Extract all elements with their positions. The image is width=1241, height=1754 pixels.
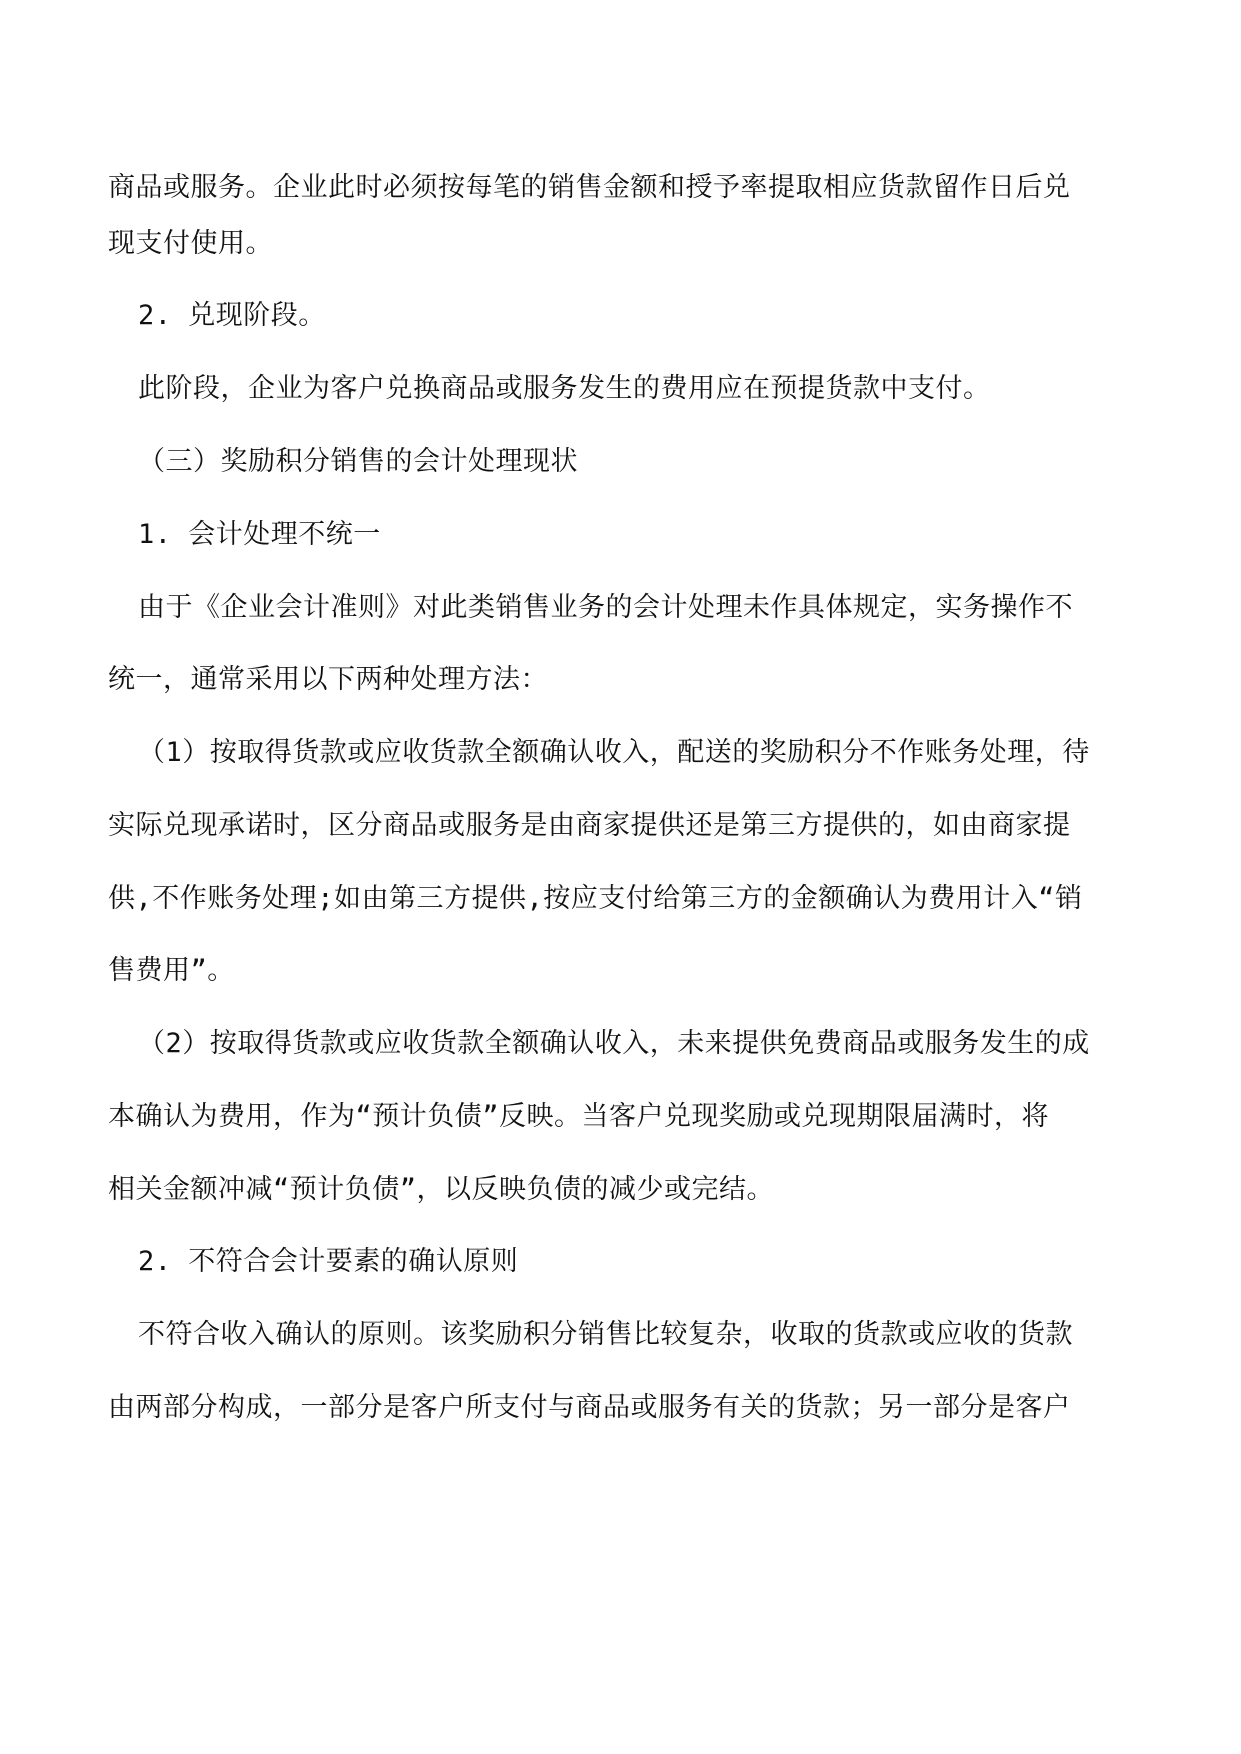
paragraph-line: 商品或服务。企业此时必须按每笔的销售金额和授予率提取相应货款留作日后兑: [108, 172, 1071, 203]
section-heading: 2. 兑现阶段。: [138, 300, 326, 331]
paragraph-line: 不符合收入确认的原则。该奖励积分销售比较复杂，收取的货款或应收的货款: [138, 1319, 1073, 1350]
paragraph-line: 现支付使用。: [108, 228, 273, 259]
paragraph-line: 相关金额冲减“预计负债”，以反映负债的减少或完结。: [108, 1174, 775, 1205]
paragraph-line: 由两部分构成，一部分是客户所支付与商品或服务有关的货款；另一部分是客户: [108, 1392, 1071, 1423]
section-heading: （三）奖励积分销售的会计处理现状: [138, 446, 578, 477]
paragraph-line: 本确认为费用，作为“预计负债”反映。当客户兑现奖励或兑现期限届满时，将: [108, 1101, 1050, 1132]
paragraph-line: （2）按取得货款或应收货款全额确认收入，未来提供免费商品或服务发生的成: [138, 1028, 1090, 1059]
paragraph-line: 供,不作账务处理;如由第三方提供,按应支付给第三方的金额确认为费用计入“销: [108, 883, 1083, 914]
paragraph-line: 售费用”。: [108, 955, 235, 986]
paragraph-line: 由于《企业会计准则》对此类销售业务的会计处理未作具体规定，实务操作不: [138, 592, 1073, 623]
paragraph-line: 实际兑现承诺时，区分商品或服务是由商家提供还是第三方提供的，如由商家提: [108, 810, 1071, 841]
section-heading: 2. 不符合会计要素的确认原则: [138, 1246, 519, 1277]
paragraph-line: 统一，通常采用以下两种处理方法：: [108, 664, 548, 695]
paragraph-line: 此阶段，企业为客户兑换商品或服务发生的费用应在预提货款中支付。: [138, 373, 991, 404]
paragraph-line: （1）按取得货款或应收货款全额确认收入，配送的奖励积分不作账务处理，待: [138, 737, 1090, 768]
section-heading: 1. 会计处理不统一: [138, 519, 381, 550]
